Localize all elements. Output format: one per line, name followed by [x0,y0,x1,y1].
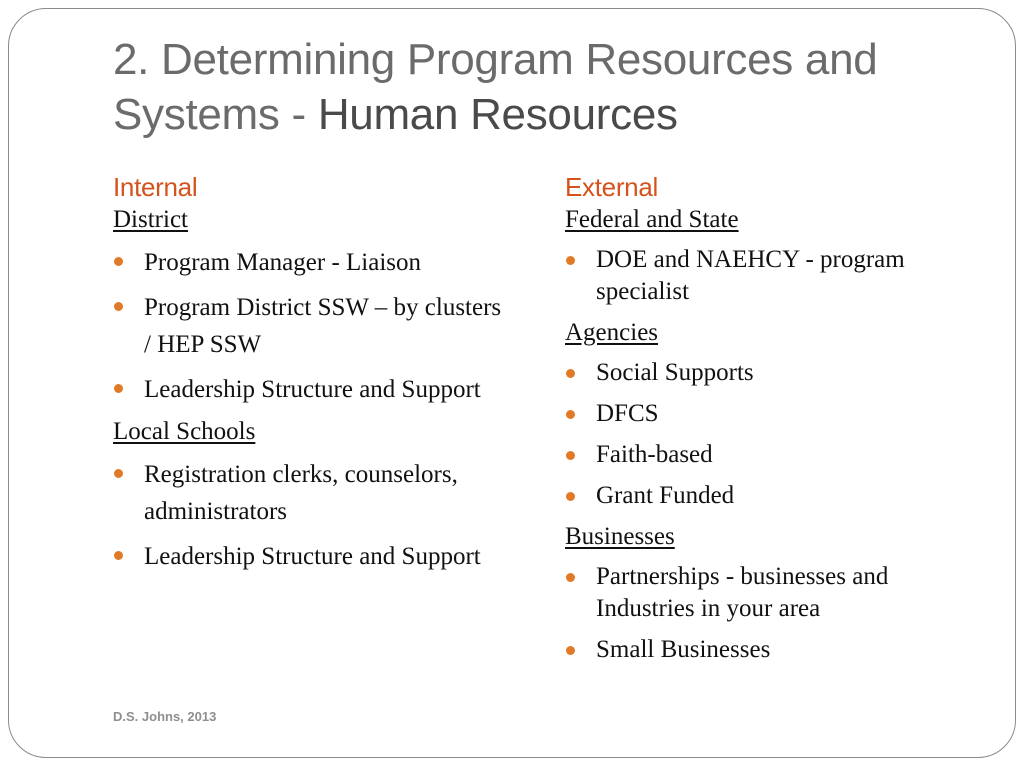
bullet-dot-icon [566,573,575,582]
bullet-dot-icon [114,302,123,311]
list-item-text: Leadership Structure and Support [144,543,481,570]
list-item-text: Partnerships - businesses and Industries in your area [596,563,889,622]
local-schools-list [113,456,503,575]
group-label-local-schools: Local Schools [113,418,256,445]
list-item [565,480,965,512]
bullet-dot-icon [114,551,123,560]
list-item-text: DFCS [596,400,659,427]
federal-state-list [565,244,965,308]
bullet-dot-icon [566,492,575,501]
list-item [113,456,503,530]
list-item [565,634,965,666]
list-item [565,561,965,625]
list-item-text: Social Supports [596,359,754,386]
list-item-text: Faith-based [596,441,713,468]
bullet-dot-icon [566,451,575,460]
list-item [113,371,503,408]
list-item-text: Leadership Structure and Support [144,376,481,403]
list-item [565,439,965,471]
external-column [565,170,965,675]
list-item-text: Grant Funded [596,482,735,509]
bullet-dot-icon [566,410,575,419]
list-item-text: Registration clerks, counselors, administrators [144,461,458,525]
bullet-dot-icon [114,257,123,266]
bullet-dot-icon [114,384,123,393]
group-label-district: District [113,206,188,233]
external-heading: External [565,172,658,202]
internal-heading: Internal [113,172,198,202]
group-label-federal-state: Federal and State [565,206,739,233]
list-item [565,398,965,430]
title-emphasis: Human Resources [317,90,678,139]
footer-credit: D.S. Johns, 2013 [113,709,217,724]
slide-title [113,32,993,142]
bullet-dot-icon [114,469,123,478]
list-item [113,244,503,281]
bullet-dot-icon [566,256,575,265]
title-prefix: 2. Determining Program Resources and Systems - [113,35,878,139]
list-item [565,244,965,308]
group-label-businesses: Businesses [565,523,675,550]
list-item [113,538,503,575]
bullet-dot-icon [566,646,575,655]
bullet-dot-icon [566,369,575,378]
list-item [565,357,965,389]
group-label-agencies: Agencies [565,319,659,346]
list-item-text: DOE and NAEHCY - program specialist [596,246,905,305]
internal-column [113,170,503,583]
list-item-text: Small Businesses [596,636,771,663]
list-item [113,289,503,363]
businesses-list [565,561,965,666]
list-item-text: Program District SSW – by clusters / HEP SSW [144,294,502,358]
agencies-list [565,357,965,512]
district-list [113,244,503,408]
list-item-text: Program Manager - Liaison [144,249,422,276]
